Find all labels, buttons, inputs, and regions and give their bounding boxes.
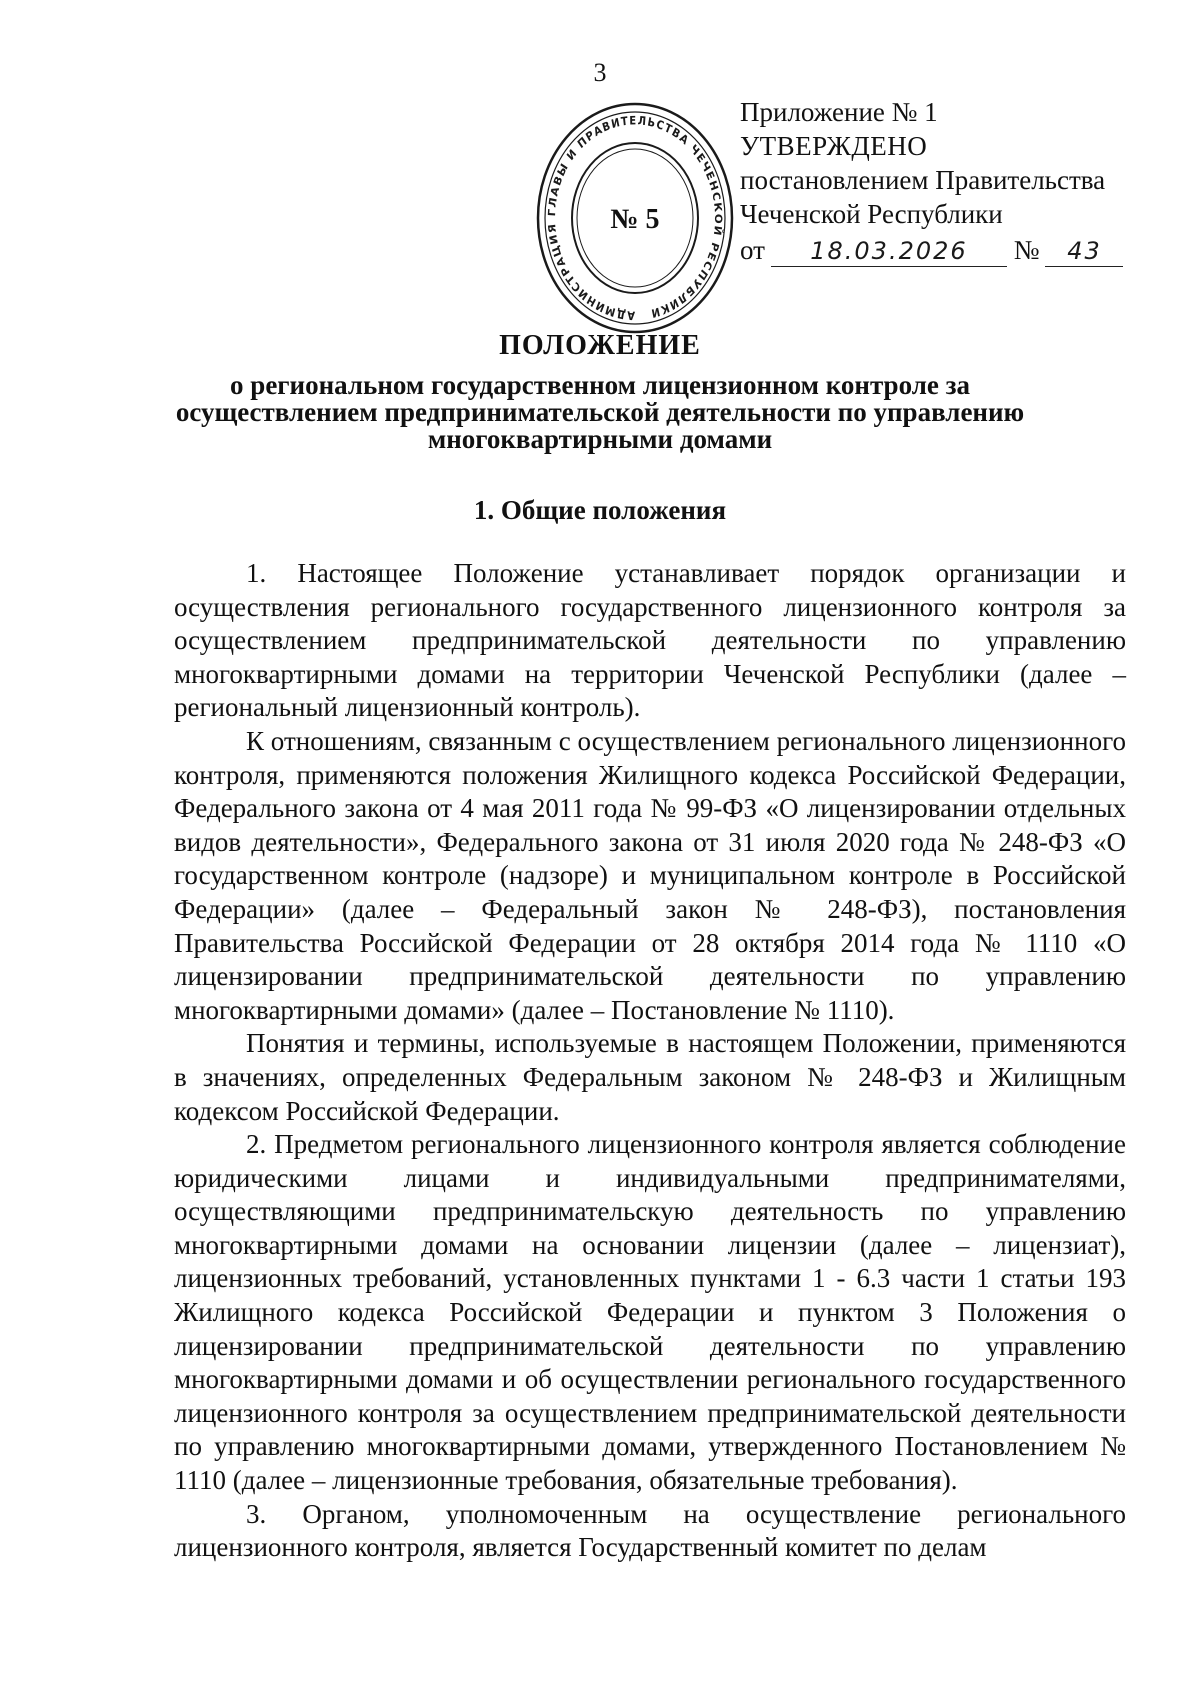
approved-by-line2: Чеченской Республики — [740, 199, 1003, 229]
document-body — [174, 557, 1126, 1565]
approved-by-line1: постановлением Правительства — [740, 165, 1106, 195]
approval-block — [740, 95, 1160, 267]
seal-number: № 5 — [610, 204, 660, 235]
paragraph-1: 1. Настоящее Положение устанавливает порядок организации и осуществления регионального государственного лицензионного контроля за осуществлением предпринимательской деятельности по управлению многоквартирными домами на территории Чеченской Республики (далее – региональный лицензионный контроль). — [174, 558, 1126, 723]
official-seal — [535, 100, 735, 336]
from-label: от — [740, 235, 765, 265]
document-subtitle: о региональном государственном лицензионном контроле за осуществлением предпринимательской деятельности по управлению многоквартирными домами — [175, 370, 1025, 454]
date-number-line — [740, 233, 1160, 267]
paragraph-5: 3. Органом, уполномоченным на осуществление регионального лицензионного контроля, является Государственный комитет по делам — [174, 1498, 1126, 1563]
approved-label: УТВЕРЖДЕНО — [740, 131, 928, 161]
handwritten-number: 43 — [1045, 236, 1123, 267]
paragraph-2: К отношениям, связанным с осуществлением регионального лицензионного контроля, применяются положения Жилищного кодекса Российской Федерации, Федерального закона от 4 мая 2011 года № 99-ФЗ «О лицензировании отдельных видов деятельности», Федерального закона от 31 июля 2020 года № 248-ФЗ «О государственном контроле (надзоре) и муниципальном контроле в Российской Федерации» (далее – Федеральный закон № 248-ФЗ), постановления Правительства Российской Федерации от 28 октября 2014 года № 1110 «О лицензировании предпринимательской деятельности по управлению многоквартирными домами» (далее – Постановление № 1110). — [174, 725, 1126, 1025]
appendix-label: Приложение № 1 — [740, 97, 938, 127]
paragraph-3: Понятия и термины, используемые в настоящем Положении, применяются в значениях, определенных Федеральным законом № 248-ФЗ и Жилищным кодексом Российской Федерации. — [174, 1028, 1126, 1126]
section-title: 1. Общие положения — [473, 495, 727, 525]
seal-outer-text: АДМИНИСТРАЦИЯ ГЛАВЫ И ПРАВИТЕЛЬСТВА ЧЕЧЕНСКОЙ РЕСПУБЛИКИ — [545, 113, 725, 323]
number-label: № — [1013, 235, 1040, 265]
handwritten-date: 18.03.2026 — [771, 236, 1007, 267]
page-number: 3 — [593, 58, 607, 87]
document-title: ПОЛОЖЕНИЕ — [499, 330, 701, 361]
paragraph-4: 2. Предметом регионального лицензионного контроля является соблюдение юридическими лицами и индивидуальными предпринимателями, осуществляющими предпринимательскую деятельность по управлению многоквартирными домами на основании лицензии (далее – лицензиат), лицензионных требований, установленных пунктами 1 - 6.3 части 1 статьи 193 Жилищного кодекса Российской Федерации и пунктом 3 Положения о лицензировании предпринимательской деятельности по управлению многоквартирными домами и об осуществлении регионального государственного лицензионного контроля за осуществлением предпринимательской деятельности по управлению многоквартирными домами, утвержденного Постановлением № 1110 (далее – лицензионные требования, обязательные требования). — [174, 1129, 1126, 1496]
